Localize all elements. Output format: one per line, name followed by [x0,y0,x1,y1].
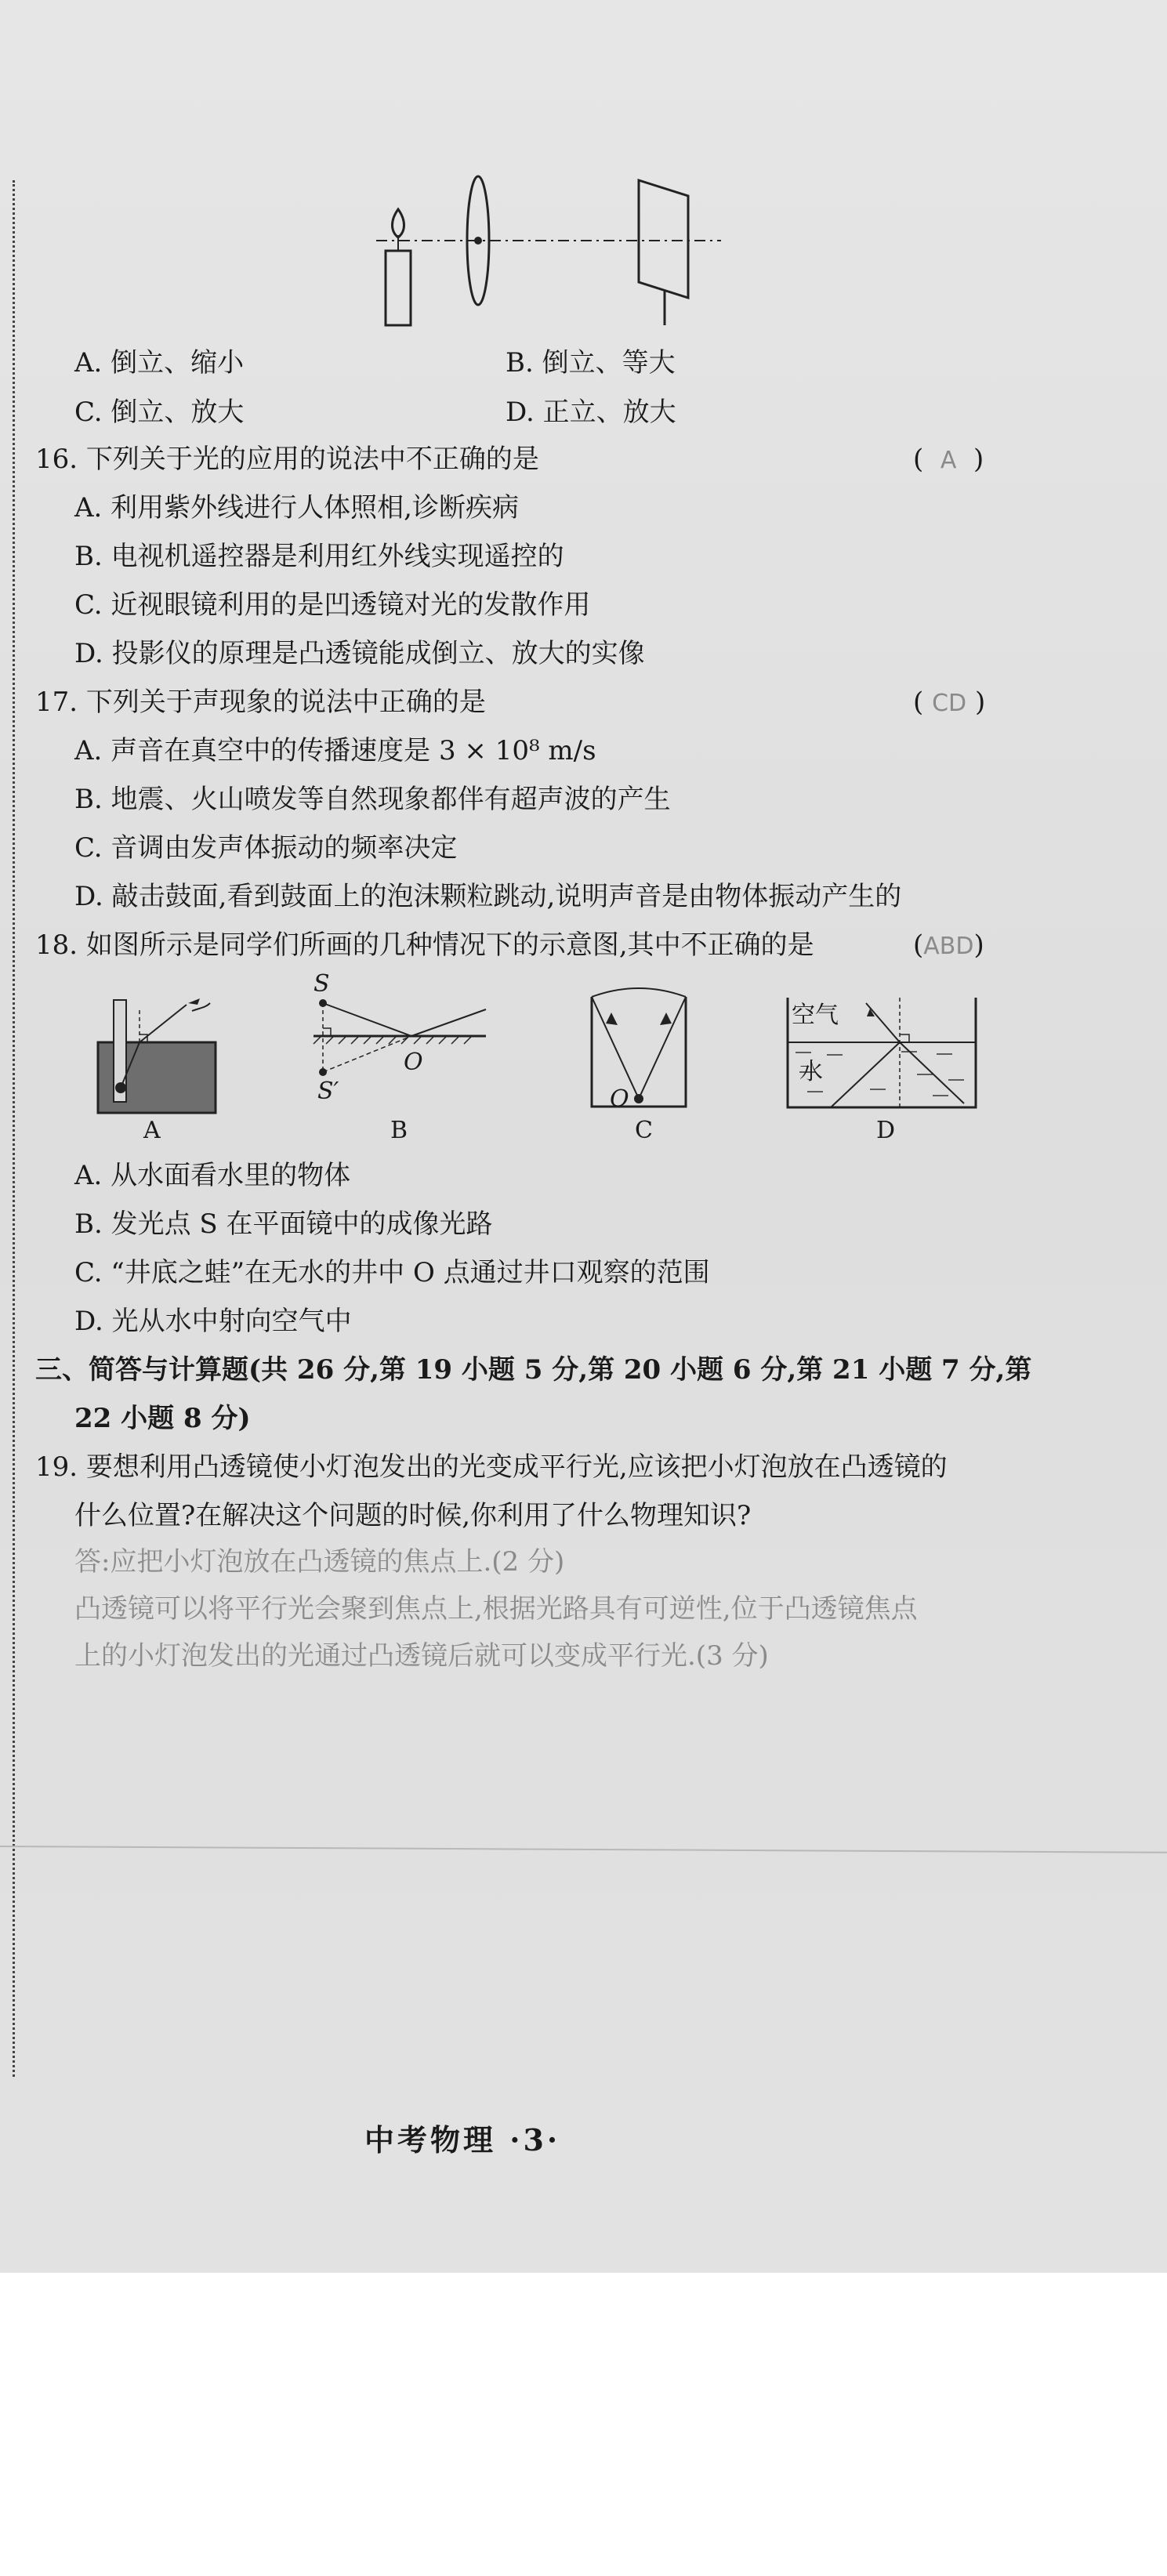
q15-option-d: D. 正立、放大 [506,397,676,428]
q19-answer-line2: 凸透镜可以将平行光会聚到焦点上,根据光路具有可逆性,位于凸透镜焦点 [74,1593,918,1625]
q19-answer-line3: 上的小灯泡发出的光通过凸透镜后就可以变成平行光.(3 分) [74,1640,769,1672]
q17-option-d: D. 敲击鼓面,看到鼓面上的泡沫颗粒跳动,说明声音是由物体振动产生的 [74,881,902,912]
margin-dotted-line [13,180,15,2077]
figure-c-label: C [635,1117,653,1144]
q16-answer-box: ( A ) [913,444,984,475]
q16-option-d: D. 投影仪的原理是凸透镜能成倒立、放大的实像 [74,638,645,669]
q17-answer-box: ( CD ) [913,687,986,718]
q16-answer: A [940,447,957,474]
q18-stem: 18. 如图所示是同学们所画的几种情况下的示意图,其中不正确的是 [35,929,814,961]
q19-answer-line1: 答:应把小灯泡放在凸透镜的焦点上.(2 分) [74,1546,565,1578]
q17-option-a: A. 声音在真空中的传播速度是 3 × 10⁸ m/s [74,735,596,766]
q18-option-b: B. 发光点 S 在平面镜中的成像光路 [74,1208,493,1240]
q16-option-c: C. 近视眼镜利用的是凹透镜对光的发散作用 [74,589,591,621]
figure-b-point-s-prime: S′ [317,1078,339,1105]
page-footer: 中考物理 ·3· [364,2122,561,2158]
q18-answer: ABD [923,933,974,960]
q18-answer-box: (ABD) [913,929,984,961]
q18-option-d: D. 光从水中射向空气中 [74,1306,352,1337]
figure-c-frog-well [580,989,698,1114]
figure-d-label: D [876,1117,896,1144]
figure-b-point-o: O [404,1049,423,1076]
figure-d-water-label: 水 [799,1058,823,1085]
figure-b-label: B [390,1117,408,1144]
q15-option-c: C. 倒立、放大 [74,397,245,428]
blank-area [0,2273,1167,2576]
candle-lens-screen-figure [368,168,745,333]
q19-stem-line1: 19. 要想利用凸透镜使小灯泡发出的光变成平行光,应该把小灯泡放在凸透镜的 [35,1451,948,1483]
q16-stem: 16. 下列关于光的应用的说法中不正确的是 [35,444,539,475]
q17-stem: 17. 下列关于声现象的说法中正确的是 [35,687,486,718]
section3-heading: 三、简答与计算题(共 26 分,第 19 小题 5 分,第 20 小题 6 分,第 21 小题 7 分,第 [35,1354,1032,1386]
figure-d-air-label: 空气 [792,1002,839,1029]
q15-option-a: A. 倒立、缩小 [74,347,245,379]
figure-c-point-o: O [610,1085,629,1113]
q17-option-c: C. 音调由发声体振动的频率决定 [74,832,458,864]
q15-option-b: B. 倒立、等大 [506,347,676,379]
figure-b-point-s: S [313,970,330,998]
q17-option-b: B. 地震、火山喷发等自然现象都伴有超声波的产生 [74,784,671,815]
q16-option-b: B. 电视机遥控器是利用红外线实现遥控的 [74,541,564,572]
q19-stem-line2: 什么位置?在解决这个问题的时候,你利用了什么物理知识? [74,1500,752,1531]
q18-option-c: C. “井底之蛙”在无水的井中 O 点通过井口观察的范围 [74,1257,710,1288]
section3-heading-cont: 22 小题 8 分) [74,1403,251,1434]
q18-option-a: A. 从水面看水里的物体 [74,1160,351,1191]
figure-a-label: A [143,1117,161,1144]
q16-option-a: A. 利用紫外线进行人体照相,诊断疾病 [74,492,519,524]
q17-answer: CD [932,690,967,717]
figure-a-water-view [94,994,227,1119]
